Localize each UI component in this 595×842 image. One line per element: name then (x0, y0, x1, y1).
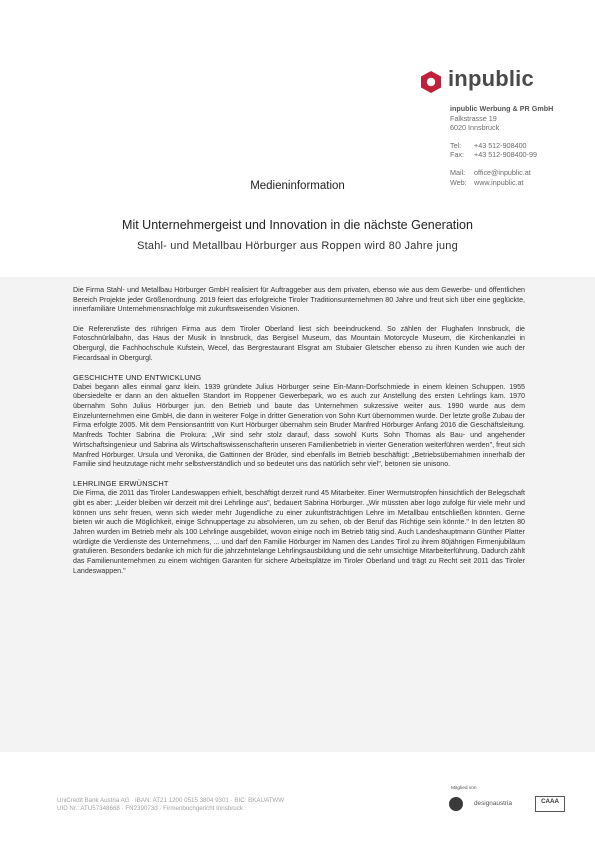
footer-bank-info (57, 797, 284, 814)
paragraph-intro: Die Firma Stahl- und Metallbau Hörburger GmbH realisiert für Auftraggeber aus dem privaten, ebenso wie aus dem Gewerbe- und öffentlichen Bereich Projekte jeder Größenordnung. 2019 feiert das erfolgreiche Tiroler Traditionsunternehmen 80 Jahre und freut sich über eine geglückte, innerfamiliäre Unternehmensnachfolge mit zukunftsweisenden Visionen. (73, 286, 525, 314)
tel-row (450, 141, 590, 151)
company-name: inpublic Werbung & PR GmbH (450, 104, 554, 113)
company-street: Falkstrasse 19 (450, 113, 497, 123)
paragraph-references: Die Referenzliste des rührigen Firma aus dem Tiroler Oberland liest sich beeindruckend. So zählen der Flughafen Innsbruck, die Fotoschnürlalbahn, das Haus der Musik in Innsbruck, das Bergisel Museum, das Mountain Motorcycle Museum, die Kirchenkanzlei in Obergurgl, die Fachhochschule Kufstein, Wecel, das Bergrestaurant Elsgrat am Stubaier Gletscher ebenso zu ihren Kunden wie auch der Fiecardsaal in Obergurgl. (73, 324, 525, 362)
document-type: Medieninformation (250, 180, 345, 192)
uid-line: UID Nr.: ATU57348668 · FN239073d · Firmenbuchgericht Innsbruck (57, 805, 243, 813)
section-heading-apprentices: LEHRLINGE ERWÜNSCHT (73, 479, 169, 489)
tel-label: Tel: (450, 140, 462, 150)
hexagon-logo-icon (420, 70, 442, 94)
caaa-logo: CAAA (535, 796, 565, 812)
fax-label: Fax: (450, 150, 464, 160)
section-heading-history: GESCHICHTE UND ENTWICKLUNG (73, 372, 202, 382)
member-badge-icon (449, 797, 463, 811)
web-value: www.inpublic.at (474, 177, 524, 187)
paragraph-history: Dabei begann alles einmal ganz klein. 1939 gründete Julius Hörburger seine Ein-Mann-Dorfschmiede in einem kleinen Schuppen. 1955 übersiedelte er dann an den aktuellen Standort im Roppener Gewerbepark, wo es auch zur Anstellung des ersten Lehrlings kam. 1970 übernahm Sohn Julius Hörburger jun. den Betrieb und baute das Unternehmen sukzessive weiter aus. 1990 wurde aus dem Einzelunternehmen eine GmbH, die dann in weiterer Folge in dritter Generation von Sohn Kurt übernommen wurde. Der letzte große Zubau der Firma erfolgte 2005. Mit dem Pensionsantritt von Kurt Hörburger übernahm sein Bruder Manfred Hörburger Anfang 2016 die Geschäftsleitung. Manfreds Tochter Sabrina die Prokura: „Wir sind sehr stolz darauf, dass sowohl Kurts Sohn Thomas als Bau- und angehender Wirtschaftsingenieur und Sabrina als Wirtschaftswissenschafterin unseren Familienbetrieb in vierter Generation weiterführen werden", freut sich Manfred Hörburger. Ursula und Veronika, die Gattinnen der Brüder, sind ebenfalls im Betrieb beschäftigt: „Betriebsübernahmen innerhalb der Familie sind heutzutage nicht mehr selbstverständlich und so bedeutet uns das natürlich sehr viel", betonen sie unisono. (73, 382, 525, 469)
letterhead (450, 104, 590, 187)
mail-value: office@inpublic.at (474, 167, 531, 177)
inpublic-logo (420, 68, 580, 98)
subheadline: Stahl- und Metallbau Hörburger aus Roppen wird 80 Jahre jung (137, 240, 458, 252)
membership-label: Mitglied von (451, 786, 477, 791)
bank-line: UniCredit Bank Austria AG · IBAN: AT21 1200 0515 3804 9301 · BIC: BKAUATWW (57, 797, 285, 804)
fax-row (450, 150, 590, 160)
tel-value: +43 512-908400 (474, 140, 527, 150)
designaustria-logo: designaustria (474, 800, 513, 807)
body-text (73, 286, 525, 586)
headline: Mit Unternehmergeist und Innovation in die nächste Generation (122, 218, 473, 232)
mail-row (450, 168, 590, 178)
fax-value: +43 512-908400-99 (474, 150, 537, 160)
company-city: 6020 Innsbruck (450, 123, 500, 133)
mail-label: Mail: (450, 167, 466, 177)
logo-wordmark: inpublic (448, 66, 534, 91)
paragraph-apprentices: Die Firma, die 2011 das Tiroler Landeswappen erhielt, beschäftigt derzeit rund 45 Mitarbeiter. Einer Wermutstropfen hinsichtlich der Belegschaft gibt es aber: „Leider bleiben wir derzeit mit drei Lehrlinge aus", bedauert Sabrina Hörburger. „Wir müssten aber logo zufolge für viele mehr und können uns sehr freuen, wenn sich wieder mehr Jugendliche zu einer zukunftsträchtigen Lehre im Metallbau entschließen könnten. Gerne bieten wir auch die Möglichkeit, einige Schnuppertage zu absolvieren, um zu sehen, ob der Beruf das Richtige sein könnte." In den letzten 80 Jahren wurden im Betrieb mehr als 100 Lehrlinge ausgebildet, wovon einige noch im Betrieb tätig sind. Auch Landeshauptmann Günther Platter würdigte die Verdienste des Unternehmens, ... und darf den Familie Hörburger im Namen des Landes Tirol zu ihrem 80jährigen Firmenjubiläum gratulieren. Besonders bedanke ich mich für die jahrzehntelange Lehrlingsausbildung und die sehr umsichtige Mitarbeiterführung. Dadurch zählt das Familienunternehmen zu einem wichtigen Garanten für sichere Arbeitsplätze im Tiroler Oberland und trägt zu Recht seit 2011 das Tiroler Landeswappen." (73, 489, 525, 575)
web-label: Web: (450, 177, 467, 187)
